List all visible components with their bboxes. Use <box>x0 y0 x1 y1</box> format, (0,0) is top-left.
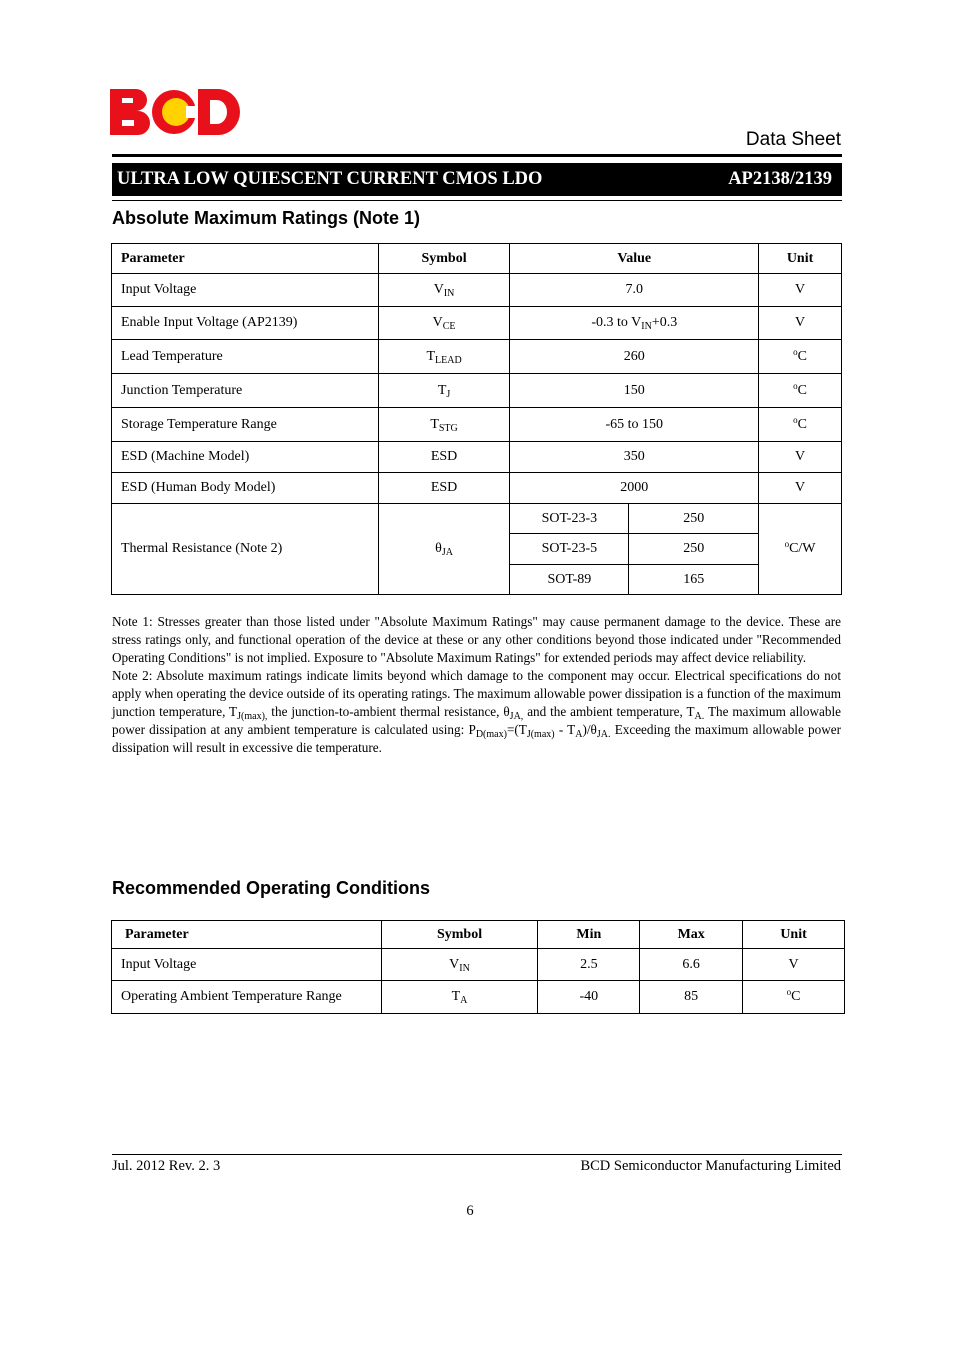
symbol-cell: $T_{STG}$ <box>378 408 510 442</box>
max-cell: 6.6 <box>640 949 743 981</box>
unit-cell: V <box>759 274 842 307</box>
symbol-cell: $V_{IN}$ <box>381 949 538 981</box>
unit-cell: $^o$C <box>759 374 842 408</box>
footer-company: BCD Semiconductor Manufacturing Limited <box>580 1158 841 1174</box>
unit-cell: V <box>759 307 842 340</box>
table-row <box>112 442 842 473</box>
table-row-thermal <box>112 504 842 534</box>
max-cell: 85 <box>640 981 743 1014</box>
value-cell: 350 <box>510 442 759 473</box>
col-header-unit: Unit <box>743 921 845 949</box>
unit-cell: V <box>759 473 842 504</box>
document-type-label: Data Sheet <box>745 129 841 150</box>
symbol-cell: ESD <box>378 442 510 473</box>
table-row <box>112 340 842 374</box>
param-cell: Storage Temperature Range <box>112 408 379 442</box>
table-header-row <box>112 921 845 949</box>
package-cell: SOT-89 <box>510 565 629 595</box>
symbol-cell: $T_J$ <box>378 374 510 408</box>
col-header-symbol: Symbol <box>381 921 538 949</box>
table-row <box>112 374 842 408</box>
unit-cell: $^o$C <box>743 981 845 1014</box>
unit-cell: $^o$C <box>759 408 842 442</box>
logo-letter-c <box>152 90 202 134</box>
header-rule <box>112 154 842 157</box>
product-title: ULTRA LOW QUIESCENT CURRENT CMOS LDO <box>117 169 543 189</box>
footer-rule <box>112 1154 842 1155</box>
symbol-cell: $T_{LEAD}$ <box>378 340 510 374</box>
table-header-row <box>112 244 842 274</box>
value-cell: 260 <box>510 340 759 374</box>
footer-date-revision: Jul. 2012 Rev. 2. 3 <box>112 1158 221 1174</box>
package-cell: SOT-23-5 <box>510 534 629 565</box>
unit-cell: $^o$C <box>759 340 842 374</box>
logo-letter-d <box>198 89 240 135</box>
symbol-cell: $V_{IN}$ <box>378 274 510 307</box>
value-cell: 165 <box>629 565 759 595</box>
col-header-unit: Unit <box>759 244 842 274</box>
param-cell: Input Voltage <box>112 949 382 981</box>
table-row <box>112 949 845 981</box>
param-cell: ESD (Machine Model) <box>112 442 379 473</box>
rec-op-table <box>111 920 845 1014</box>
note-2: Note 2: Absolute maximum ratings indicate limits beyond which damage to the component may occur. Electrical specifications do not apply when operating the device outside of its operating ratings. The maximum allowable power dissipation is a function of the maximum junction temperature, $T_{J(max),}$ the junction-to-ambient thermal resistance, $\theta_{JA,}$ and the ambient temperature, $T_{A.}$ The maximum allowable power dissipation at any ambient temperature is calculated using: $P_{D(max)}=(T_{J(max)} - T_A)/\theta_{JA.}$ Exceeding the maximum allowable power dissipation will result in excessive die temperature. <box>112 668 842 755</box>
min-cell: -40 <box>538 981 640 1014</box>
symbol-cell: $V_{CE}$ <box>378 307 510 340</box>
value-cell: 2000 <box>510 473 759 504</box>
symbol-cell: $T_A$ <box>381 981 538 1014</box>
col-header-parameter: Parameter <box>112 244 379 274</box>
param-cell: Enable Input Voltage (AP2139) <box>112 307 379 340</box>
table-row <box>112 408 842 442</box>
abs-max-table <box>111 243 842 595</box>
bcd-logo <box>110 89 240 135</box>
col-header-max: Max <box>640 921 743 949</box>
unit-cell: V <box>743 949 845 981</box>
param-cell: Input Voltage <box>112 274 379 307</box>
col-header-value: Value <box>510 244 759 274</box>
value-cell: 7.0 <box>510 274 759 307</box>
value-cell: -0.3 to $V_{IN}+0.3$ <box>510 307 759 340</box>
value-cell: 150 <box>510 374 759 408</box>
col-header-min: Min <box>538 921 640 949</box>
table-row <box>112 307 842 340</box>
logo-letter-b <box>110 89 150 135</box>
col-header-parameter: Parameter <box>112 921 382 949</box>
param-cell: Lead Temperature <box>112 340 379 374</box>
param-cell: ESD (Human Body Model) <box>112 473 379 504</box>
param-cell: Thermal Resistance (Note 2) <box>112 504 379 595</box>
symbol-cell: ESD <box>378 473 510 504</box>
symbol-cell: $\theta_{JA}$ <box>378 504 510 595</box>
notes-block <box>112 613 841 757</box>
param-cell: Operating Ambient Temperature Range <box>112 981 382 1014</box>
header-thin-rule <box>112 200 842 201</box>
param-cell: Junction Temperature <box>112 374 379 408</box>
col-header-symbol: Symbol <box>378 244 510 274</box>
min-cell: 2.5 <box>538 949 640 981</box>
part-number: AP2138/2139 <box>728 169 832 189</box>
table-row <box>112 473 842 504</box>
page-number: 6 <box>466 1203 474 1219</box>
value-cell: 250 <box>629 534 759 565</box>
value-cell: 250 <box>629 504 759 534</box>
title-bar <box>112 163 842 196</box>
table-row <box>112 274 842 307</box>
abs-max-heading: Absolute Maximum Ratings (Note 1) <box>112 208 421 228</box>
table-row <box>112 981 845 1014</box>
package-cell: SOT-23-3 <box>510 504 629 534</box>
unit-cell: V <box>759 442 842 473</box>
note-1: Note 1: Stresses greater than those listed under "Absolute Maximum Ratings" may cause permanent damage to the device. These are stress ratings only, and functional operation of the device at these or any other conditions beyond those indicated under "Recommended Operating Conditions" is not implied. Exposure to "Absolute Maximum Ratings" for extended periods may affect device reliability. <box>112 614 841 665</box>
value-cell: -65 to 150 <box>510 408 759 442</box>
unit-cell: $^o$C/W <box>759 504 842 595</box>
rec-op-heading: Recommended Operating Conditions <box>112 878 431 898</box>
